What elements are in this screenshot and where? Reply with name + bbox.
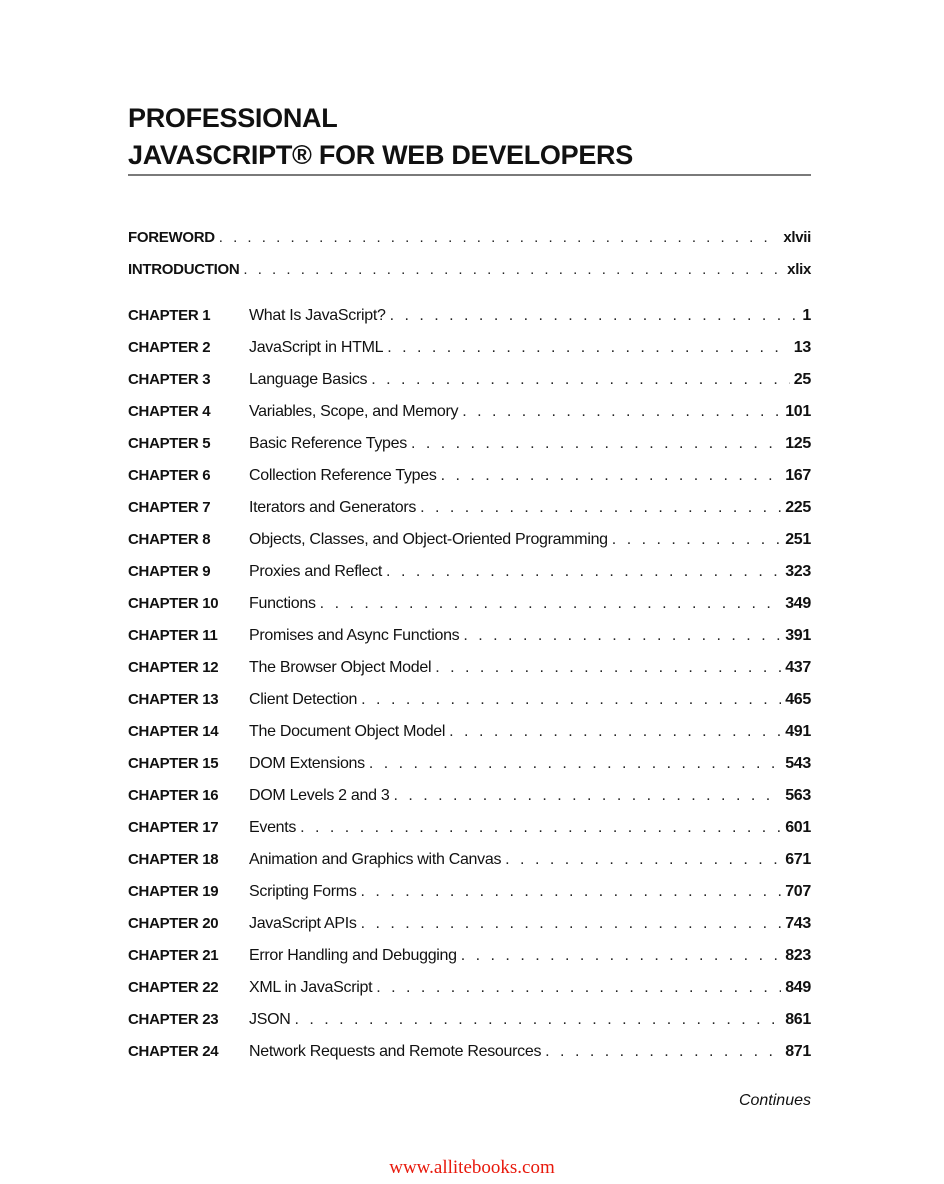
chapter-title: Variables, Scope, and Memory	[249, 403, 459, 420]
toc-entry-introduction[interactable]	[128, 261, 811, 283]
chapter-title: Promises and Async Functions	[249, 627, 460, 644]
toc-entry-chapter[interactable]	[128, 883, 811, 915]
chapter-number: CHAPTER 18	[128, 851, 219, 868]
chapter-page: 671	[785, 851, 811, 868]
dot-leader	[300, 819, 781, 837]
chapter-page: 465	[785, 691, 811, 708]
toc-entry-chapter[interactable]	[128, 467, 811, 499]
chapter-number: CHAPTER 1	[128, 307, 211, 324]
chapter-number: CHAPTER 16	[128, 787, 219, 804]
toc-entry-chapter[interactable]	[128, 563, 811, 595]
toc-entry-chapter[interactable]	[128, 1011, 811, 1043]
foreword-page: xlvii	[783, 229, 811, 246]
toc-entry-chapter[interactable]	[128, 819, 811, 851]
toc-entry-chapter[interactable]	[128, 403, 811, 435]
chapter-title: The Browser Object Model	[249, 659, 432, 676]
chapter-number: CHAPTER 2	[128, 339, 211, 356]
chapter-title: DOM Levels 2 and 3	[249, 787, 390, 804]
chapter-number: CHAPTER 19	[128, 883, 219, 900]
toc-entry-chapter[interactable]	[128, 691, 811, 723]
dot-leader	[411, 435, 781, 453]
dot-leader	[219, 229, 780, 246]
chapter-page: 861	[785, 1011, 811, 1028]
toc-entry-chapter[interactable]	[128, 915, 811, 947]
chapter-number: CHAPTER 7	[128, 499, 211, 516]
chapter-page: 823	[785, 947, 811, 964]
toc-entry-chapter[interactable]	[128, 595, 811, 627]
chapter-number: CHAPTER 9	[128, 563, 211, 580]
chapter-page: 125	[785, 435, 811, 452]
toc-entry-chapter[interactable]	[128, 979, 811, 1011]
chapter-page: 543	[785, 755, 811, 772]
chapter-number: CHAPTER 14	[128, 723, 219, 740]
toc-entry-chapter[interactable]	[128, 851, 811, 883]
chapter-number: CHAPTER 12	[128, 659, 219, 676]
dot-leader	[243, 261, 783, 278]
chapter-number: CHAPTER 13	[128, 691, 219, 708]
book-title-line-2: JAVASCRIPT® FOR WEB DEVELOPERS	[128, 140, 633, 170]
chapter-page: 101	[785, 403, 811, 420]
dot-leader	[462, 403, 781, 421]
chapter-page: 25	[793, 371, 811, 388]
dot-leader	[371, 371, 790, 389]
continues-label: Continues	[738, 1092, 811, 1109]
chapter-title: Animation and Graphics with Canvas	[249, 851, 502, 868]
chapter-number: CHAPTER 8	[128, 531, 211, 548]
chapter-title: What Is JavaScript?	[249, 307, 386, 324]
dot-leader	[420, 499, 781, 517]
toc-entry-chapter[interactable]	[128, 435, 811, 467]
footer-website-link[interactable]: www.allitebooks.com	[389, 1157, 555, 1178]
dot-leader	[505, 851, 781, 869]
toc-entry-chapter[interactable]	[128, 947, 811, 979]
introduction-label: INTRODUCTION	[128, 261, 240, 278]
chapter-title: Client Detection	[249, 691, 358, 708]
chapter-page: 707	[785, 883, 811, 900]
dot-leader	[320, 595, 782, 613]
dot-leader	[390, 307, 799, 325]
dot-leader	[612, 531, 781, 549]
chapter-page: 871	[785, 1043, 811, 1060]
chapter-number: CHAPTER 4	[128, 403, 211, 420]
chapter-number: CHAPTER 3	[128, 371, 211, 388]
foreword-label: FOREWORD	[128, 229, 215, 246]
chapter-number: CHAPTER 23	[128, 1011, 219, 1028]
chapter-title: Language Basics	[249, 371, 368, 388]
chapter-title: Error Handling and Debugging	[249, 947, 457, 964]
chapter-number: CHAPTER 10	[128, 595, 219, 612]
chapter-title: Basic Reference Types	[249, 435, 407, 452]
dot-leader	[461, 947, 781, 965]
chapter-number: CHAPTER 20	[128, 915, 219, 932]
chapter-number: CHAPTER 21	[128, 947, 219, 964]
dot-leader	[435, 659, 781, 677]
toc-entry-chapter[interactable]	[128, 531, 811, 563]
dot-leader	[361, 691, 781, 709]
toc-entry-chapter[interactable]	[128, 371, 811, 403]
chapter-page: 601	[785, 819, 811, 836]
dot-leader	[387, 339, 790, 357]
chapter-page: 13	[793, 339, 811, 356]
chapter-title: JSON	[249, 1011, 291, 1028]
chapter-page: 323	[785, 563, 811, 580]
introduction-page: xlix	[787, 261, 811, 278]
chapter-page: 225	[785, 499, 811, 516]
chapter-title: Iterators and Generators	[249, 499, 417, 516]
chapter-page: 437	[785, 659, 811, 676]
toc-entry-chapter[interactable]	[128, 499, 811, 531]
chapter-number: CHAPTER 5	[128, 435, 211, 452]
toc-entry-chapter[interactable]	[128, 659, 811, 691]
toc-entry-chapter[interactable]	[128, 787, 811, 819]
dot-leader	[376, 979, 781, 997]
dot-leader	[463, 627, 781, 645]
toc-entry-chapter[interactable]	[128, 307, 811, 339]
chapter-title: Collection Reference Types	[249, 467, 437, 484]
toc-entry-chapter[interactable]	[128, 339, 811, 371]
chapter-title: Proxies and Reflect	[249, 563, 383, 580]
dot-leader	[294, 1011, 781, 1029]
dot-leader	[361, 883, 782, 901]
chapter-page: 391	[785, 627, 811, 644]
chapter-title: JavaScript APIs	[249, 915, 357, 932]
title-divider	[128, 174, 811, 176]
chapter-title: Functions	[249, 595, 316, 612]
toc-entry-chapter[interactable]	[128, 755, 811, 787]
book-title-line-1: PROFESSIONAL	[128, 103, 338, 133]
chapter-page: 849	[785, 979, 811, 996]
chapter-page: 743	[785, 915, 811, 932]
chapter-number: CHAPTER 22	[128, 979, 219, 996]
chapter-list	[128, 307, 811, 1075]
chapter-number: CHAPTER 17	[128, 819, 219, 836]
dot-leader	[441, 467, 782, 485]
toc-entry-chapter[interactable]	[128, 723, 811, 755]
chapter-number: CHAPTER 24	[128, 1043, 219, 1060]
dot-leader	[449, 723, 781, 741]
dot-leader	[393, 787, 781, 805]
chapter-title: The Document Object Model	[249, 723, 446, 740]
toc-entry-foreword[interactable]	[128, 229, 811, 251]
chapter-title: Events	[249, 819, 297, 836]
dot-leader	[545, 1043, 781, 1061]
chapter-title: XML in JavaScript	[249, 979, 373, 996]
chapter-title: Network Requests and Remote Resources	[249, 1043, 542, 1060]
book-title	[128, 100, 633, 174]
chapter-page: 251	[785, 531, 811, 548]
chapter-title: JavaScript in HTML	[249, 339, 384, 356]
toc-entry-chapter[interactable]	[128, 627, 811, 659]
chapter-page: 1	[802, 307, 811, 324]
chapter-title: DOM Extensions	[249, 755, 365, 772]
dot-leader	[369, 755, 781, 773]
dot-leader	[386, 563, 781, 581]
chapter-page: 167	[785, 467, 811, 484]
dot-leader	[361, 915, 782, 933]
chapter-number: CHAPTER 6	[128, 467, 211, 484]
toc-entry-chapter[interactable]	[128, 1043, 811, 1075]
chapter-page: 349	[785, 595, 811, 612]
chapter-title: Scripting Forms	[249, 883, 357, 900]
chapter-number: CHAPTER 15	[128, 755, 219, 772]
chapter-page: 563	[785, 787, 811, 804]
chapter-page: 491	[785, 723, 811, 740]
chapter-title: Objects, Classes, and Object-Oriented Programming	[249, 531, 608, 548]
chapter-number: CHAPTER 11	[128, 627, 218, 644]
